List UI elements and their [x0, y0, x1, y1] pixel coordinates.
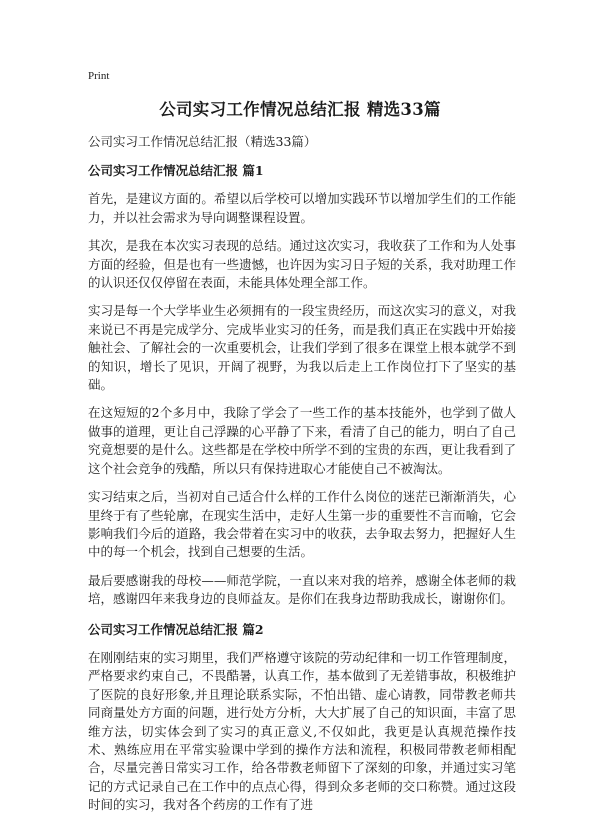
paragraph: 最后要感谢我的母校——师范学院，一直以来对我的培养，感谢全体老师的栽培，感谢四年来我身边的良师益友。是你们在我身边帮助我成长，谢谢你们。	[88, 572, 516, 607]
paragraph: 实习结束之后，当初对自己适合什么样的工作什么岗位的迷茫已渐渐消失，心里终于有了些轮廓，在现实生活中，走好人生第一步的重要性不言而喻，它会影响我们今后的道路，我会带着在实习中的收获，去争取去努力，把握好人生中的每一个机会，找到自己想要的生活。	[88, 489, 516, 560]
section-heading: 公司实习工作情况总结汇报 篇2	[88, 621, 264, 637]
paragraph: 在这短短的2个多月中，我除了学会了一些工作的基本技能外，也学到了做人做事的道理，更让自己浮躁的心平静了下来，看清了自己的能力，明白了自己究竟想要的是什么。这些都是在学校中所学不到的宝贵的东西，更让我看到了这个社会竞争的残酷，所以只有保持进取心才能使自己不被淘汰。	[88, 405, 516, 476]
section-1	[88, 162, 516, 609]
paragraph: 首先，是建议方面的。希望以后学校可以增加实践环节以增加学生们的工作能力，并以社会需求为导向调整课程设置。	[88, 191, 516, 225]
print-label: Print	[88, 70, 110, 82]
paragraph: 实习是每一个大学毕业生必须拥有的一段宝贵经历，而这次实习的意义，对我来说已不再是完成学分、完成毕业实习的任务，而是我们真正在实践中开始接触社会、了解社会的一次重要机会，让我们学到了很多在课堂上根本就学不到的知识，增长了见识，开阔了视野，为我以后走上工作岗位打下了坚实的基础。	[88, 303, 516, 393]
document-body	[88, 162, 516, 825]
paragraph: 其次，是我在本次实习表现的总结。通过这次实习，我收获了工作和为人处事方面的经验，但是也有一些遗憾，也许因为实习日子短的关系，我对助理工作的认识还仅仅停留在表面，未能具体处理全部工作。	[88, 238, 516, 291]
section-2	[88, 621, 516, 815]
page-title: 公司实习工作情况总结汇报 精选33篇	[159, 100, 441, 119]
paragraph: 在刚刚结束的实习期里，我们严格遵守该院的劳动纪律和一切工作管理制度，严格要求约束自己，不畏酷暑，认真工作，基本做到了无差错事故，积极维护了医院的良好形象,并且理论联系实际，不怕出错、虚心请教，同带教老师共同商量处方方面的问题，进行处方分析，大大扩展了自己的知识面，丰富了思维方法，切实体会到了实习的真正意义,不仅如此，我更是认真规范操作技术、熟练应用在平常实验课中学到的操作方法和流程，积极同带教老师相配合，尽量完善日常实习工作，给各带教老师留下了深刻的印象，并通过实习笔记的方式记录自己在工作中的点点心得，得到众多老师的交口称赞。通过这段时间的实习，我对各个药房的工作有了进	[88, 649, 516, 813]
page-subtitle: 公司实习工作情况总结汇报（精选33篇）	[88, 134, 317, 149]
section-heading: 公司实习工作情况总结汇报 篇1	[88, 163, 264, 178]
